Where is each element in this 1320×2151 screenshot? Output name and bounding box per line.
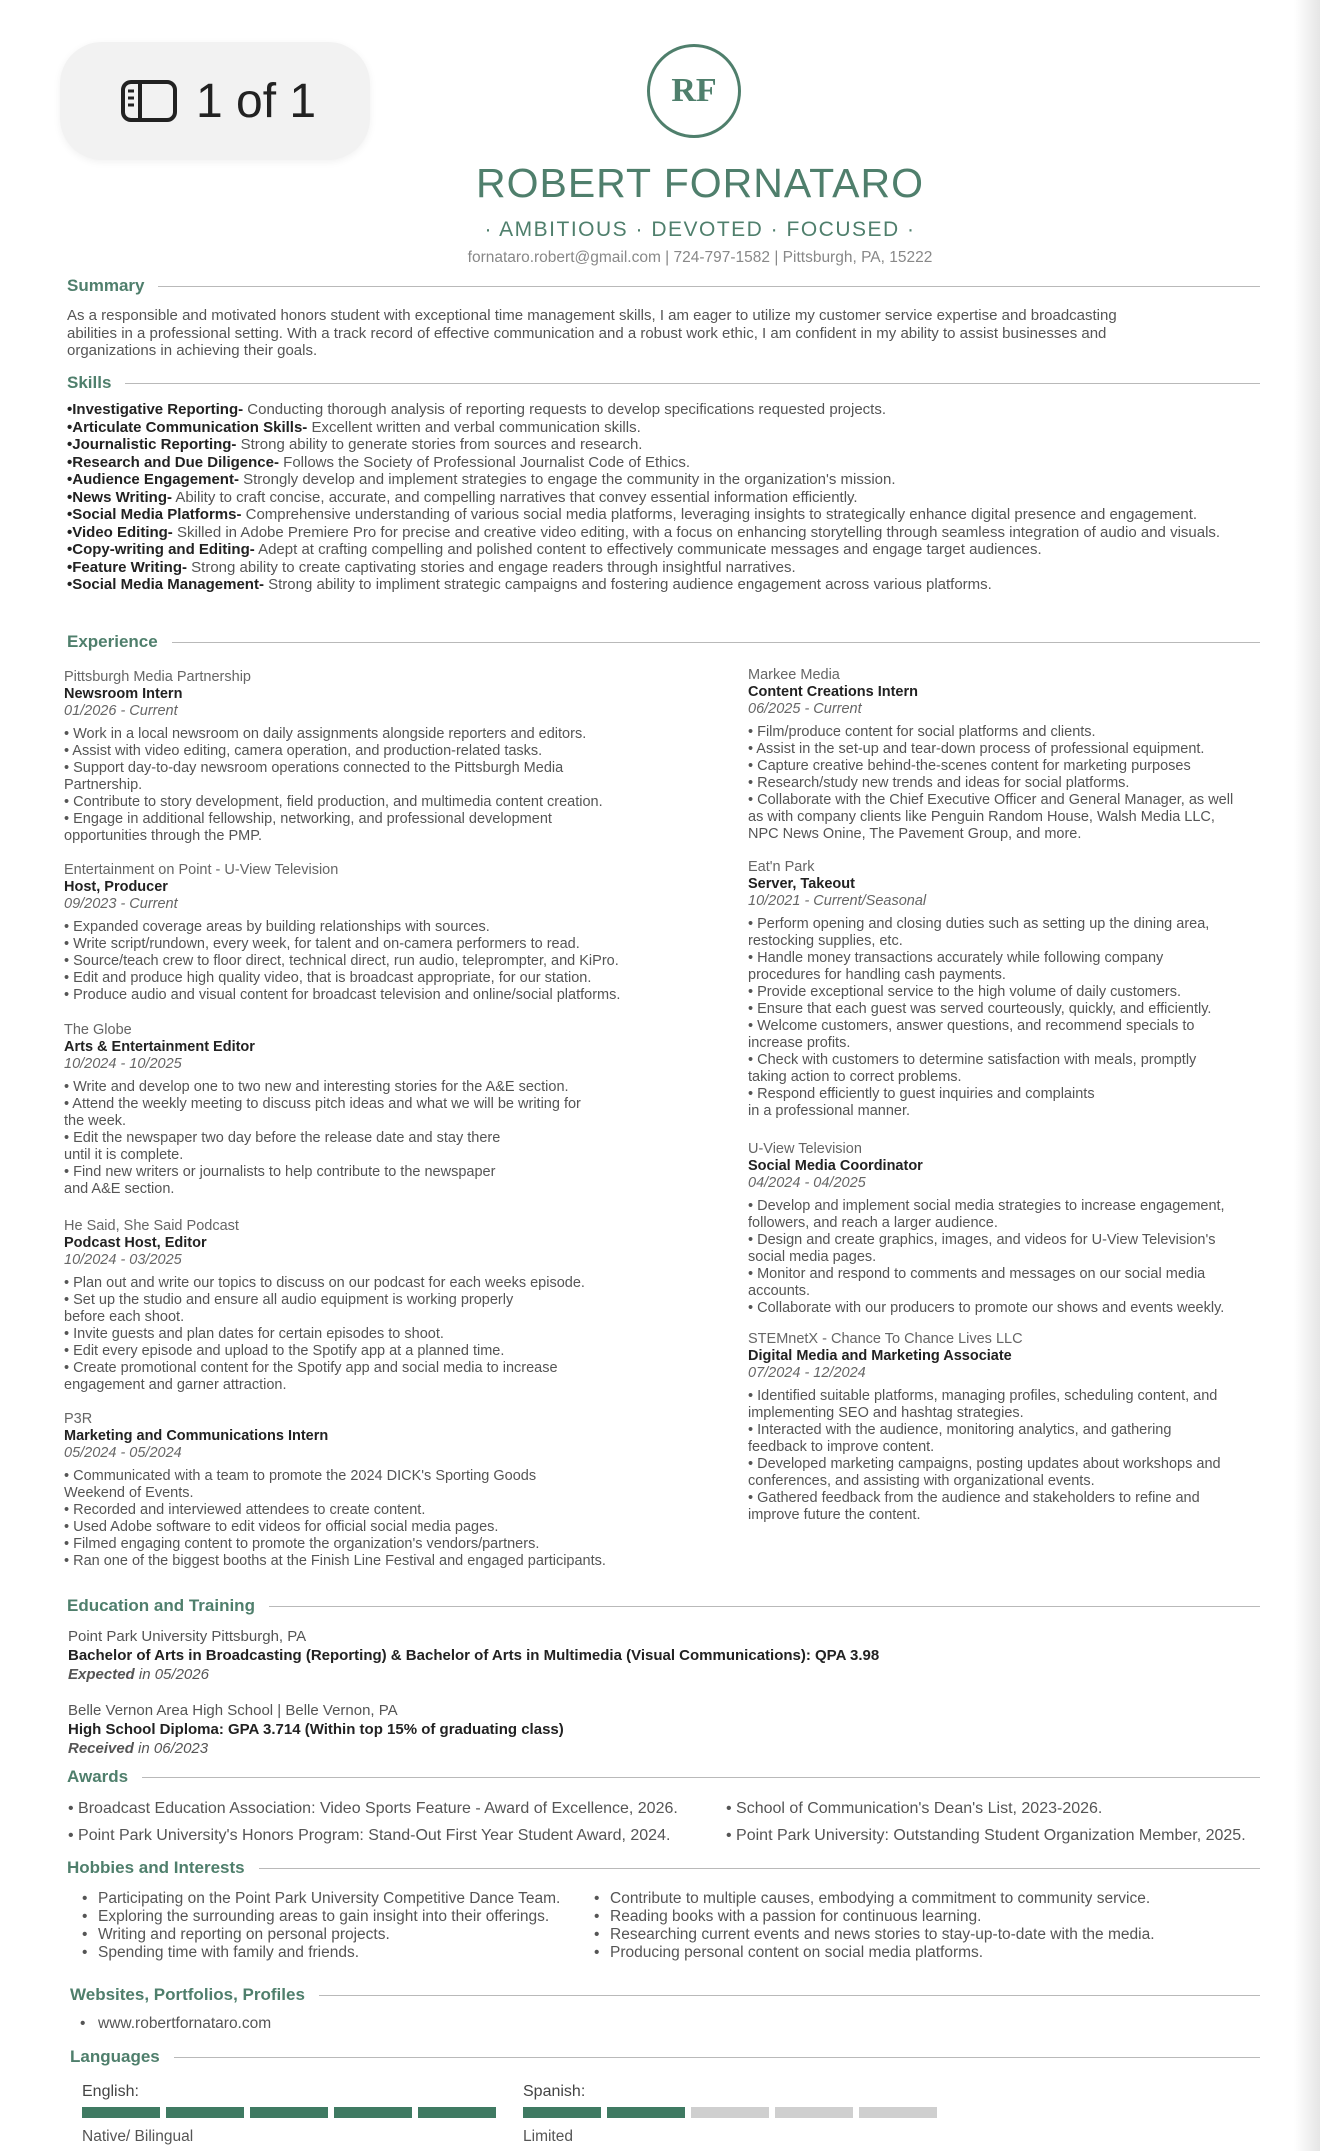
job-bullet: • Collaborate with our producers to promote our shows and events weekly.: [748, 1300, 1225, 1316]
job-bullet: • Ensure that each guest was served courteously, quickly, and efficiently.: [748, 1001, 1212, 1017]
award-item: • Point Park University's Honors Program: Stand-Out First Year Student Award, 2024.: [68, 1827, 671, 1844]
job-bullet: • Design and create graphics, images, and videos for U-View Television's: [748, 1232, 1216, 1248]
job-bullet: NPC News Onine, The Pavement Group, and more.: [748, 826, 1082, 842]
organization: He Said, She Said Podcast: [64, 1218, 239, 1234]
job-bullet: • Gathered feedback from the audience and stakeholders to refine and: [748, 1490, 1200, 1506]
job-bullet: • Find new writers or journalists to help contribute to the newspaper: [64, 1164, 496, 1180]
job-bullet: until it is complete.: [64, 1147, 184, 1163]
organization: The Globe: [64, 1022, 132, 1038]
experience-entry: [748, 1331, 1288, 1524]
job-bullet: • Collaborate with the Chief Executive Officer and General Manager, as well: [748, 792, 1234, 808]
job-bullet: • Attend the weekly meeting to discuss pitch ideas and what we will be writing for: [64, 1096, 581, 1112]
language-english: [82, 2083, 496, 2146]
proficiency-segment: [691, 2107, 769, 2118]
job-title: Content Creations Intern: [748, 684, 918, 700]
job-bullet: engagement and garner attraction.: [64, 1377, 287, 1393]
job-bullet: • Contribute to story development, field production, and multimedia content creation.: [64, 794, 603, 810]
education-item: [68, 1627, 1168, 1684]
job-bullet: • Handle money transactions accurately while following company: [748, 950, 1164, 966]
skill-item: •Video Editing- Skilled in Adobe Premiere Pro for precise and creative video editing, with a focus on enhancing storytelling through seamless integration of audio and visuals.: [67, 523, 1221, 541]
job-bullet: • Write script/rundown, every week, for talent and on-camera performers to read.: [64, 936, 580, 952]
job-bullet: • Perform opening and closing duties such as setting up the dining area,: [748, 916, 1210, 932]
proficiency-segment: [418, 2107, 496, 2118]
job-bullet: • Assist with video editing, camera operation, and production-related tasks.: [64, 743, 543, 759]
hobby-item: • Spending time with family and friends.: [68, 1944, 560, 1962]
job-dates: 01/2026 - Current: [64, 703, 178, 719]
job-bullet: • Work in a local newsroom on daily assignments alongside reporters and editors.: [64, 726, 587, 742]
monogram-logo: RF: [647, 44, 741, 138]
tagline: · AMBITIOUS · DEVOTED · FOCUSED ·: [484, 218, 916, 241]
hobby-item: • Reading books with a passion for continuous learning.: [580, 1908, 1155, 1926]
job-bullet: • Filmed engaging content to promote the organization's vendors/partners.: [64, 1536, 540, 1552]
job-bullet: feedback to improve content.: [748, 1439, 935, 1455]
job-bullet: • Check with customers to determine satisfaction with meals, promptly: [748, 1052, 1197, 1068]
hobby-item: • Participating on the Point Park University Competitive Dance Team.: [68, 1890, 560, 1908]
job-bullet: • Assist in the set-up and tear-down process of professional equipment.: [748, 741, 1205, 757]
websites-heading: Websites, Portfolios, Profiles: [70, 1985, 1260, 2005]
hobby-item: • Exploring the surrounding areas to gain insight into their offerings.: [68, 1908, 560, 1926]
skill-item: •News Writing- Ability to craft concise, accurate, and compelling narratives that convey essential information efficiently.: [67, 488, 858, 506]
organization: P3R: [64, 1411, 93, 1427]
job-bullet: • Monitor and respond to comments and messages on our social media: [748, 1266, 1206, 1282]
award-item: • Broadcast Education Association: Video Sports Feature - Award of Excellence, 2026.: [68, 1800, 678, 1817]
page-count: 1 of 1: [196, 74, 317, 128]
job-bullet: taking action to correct problems.: [748, 1069, 962, 1085]
job-dates: 07/2024 - 12/2024: [748, 1365, 866, 1381]
job-bullet: • Welcome customers, answer questions, and recommend specials to: [748, 1018, 1195, 1034]
proficiency-segment: [607, 2107, 685, 2118]
job-bullet: Partnership.: [64, 777, 143, 793]
degree: Bachelor of Arts in Broadcasting (Reporting) & Bachelor of Arts in Multimedia (Visual Communications): QPA 3.98: [68, 1647, 880, 1664]
job-bullet: Weekend of Events.: [64, 1485, 194, 1501]
job-bullet: improve future the content.: [748, 1507, 921, 1523]
proficiency-segment: [250, 2107, 328, 2118]
job-bullet: followers, and reach a larger audience.: [748, 1215, 998, 1231]
proficiency-segment: [82, 2107, 160, 2118]
proficiency-bar: [523, 2107, 937, 2118]
job-title: Podcast Host, Editor: [64, 1235, 207, 1251]
job-dates: 10/2021 - Current/Seasonal: [748, 893, 927, 909]
websites-list: [70, 2015, 271, 2033]
proficiency-segment: [775, 2107, 853, 2118]
job-dates: 05/2024 - 05/2024: [64, 1445, 182, 1461]
job-bullet: • Recorded and interviewed attendees to create content.: [64, 1502, 426, 1518]
languages-heading: Languages: [70, 2047, 1260, 2067]
hobby-item: • Producing personal content on social media platforms.: [580, 1944, 1155, 1962]
job-bullet: implementing SEO and hashtag strategies.: [748, 1405, 1024, 1421]
hobby-item: • Writing and reporting on personal projects.: [68, 1926, 560, 1944]
summary-heading: Summary: [67, 276, 1260, 296]
job-title: Server, Takeout: [748, 876, 855, 892]
job-bullet: • Used Adobe software to edit videos for official social media pages.: [64, 1519, 499, 1535]
job-bullet: in a professional manner.: [748, 1103, 911, 1119]
school-name: Belle Vernon Area High School | Belle Vernon, PA: [68, 1702, 398, 1719]
job-dates: 10/2024 - 03/2025: [64, 1252, 182, 1268]
job-bullet: • Interacted with the audience, monitoring analytics, and gathering: [748, 1422, 1172, 1438]
job-bullet: • Research/study new trends and ideas for social platforms.: [748, 775, 1130, 791]
job-bullet: • Edit every episode and upload to the Spotify app at a planned time.: [64, 1343, 505, 1359]
language-level: Limited: [523, 2128, 573, 2145]
job-bullet: • Set up the studio and ensure all audio equipment is working properly: [64, 1292, 514, 1308]
skill-item: •Copy-writing and Editing- Adept at crafting compelling and polished content to effectively communicate messages and engage target audiences.: [67, 541, 1042, 558]
language-name: English:: [82, 2083, 139, 2100]
hobby-item: • Contribute to multiple causes, embodying a commitment to community service.: [580, 1890, 1155, 1908]
language-spanish: [523, 2083, 937, 2146]
skill-item: •Journalistic Reporting- Strong ability to generate stories from sources and research.: [67, 436, 643, 453]
proficiency-segment: [859, 2107, 937, 2118]
job-bullet: • Create promotional content for the Spotify app and social media to increase: [64, 1360, 558, 1376]
job-dates: 06/2025 - Current: [748, 701, 862, 717]
job-bullet: • Edit and produce high quality video, that is broadcast appropriate, for our station.: [64, 970, 592, 986]
job-title: Social Media Coordinator: [748, 1158, 923, 1174]
experience-entry: [748, 859, 1288, 1120]
job-title: Newsroom Intern: [64, 686, 183, 702]
experience-entry: [64, 1218, 704, 1394]
proficiency-segment: [334, 2107, 412, 2118]
job-bullet: accounts.: [748, 1283, 811, 1299]
experience-entry: [64, 862, 704, 1004]
job-title: Marketing and Communications Intern: [64, 1428, 329, 1444]
skill-item: •Audience Engagement- Strongly develop and implement strategies to engage the community in the organization's mission.: [67, 471, 896, 488]
skill-item: •Research and Due Diligence- Follows the Society of Professional Journalist Code of Ethics.: [67, 453, 691, 471]
job-bullet: • Source/teach crew to floor direct, technical direct, run audio, teleprompter, and KiPro.: [64, 953, 619, 969]
job-dates: 09/2023 - Current: [64, 896, 178, 912]
job-bullet: • Engage in additional fellowship, networking, and professional development: [64, 811, 552, 827]
job-title: Arts & Entertainment Editor: [64, 1039, 255, 1055]
job-bullet: • Communicated with a team to promote the 2024 DICK's Sporting Goods: [64, 1468, 537, 1484]
job-bullet: before each shoot.: [64, 1309, 185, 1325]
job-bullet: • Developed marketing campaigns, posting updates about workshops and: [748, 1456, 1221, 1472]
award-item: • Point Park University: Outstanding Student Organization Member, 2025.: [726, 1827, 1246, 1844]
hobbies-left-list: [68, 1890, 560, 1962]
skills-heading: Skills: [67, 373, 1260, 393]
job-bullet: • Identified suitable platforms, managing profiles, scheduling content, and: [748, 1388, 1218, 1404]
job-bullet: the week.: [64, 1113, 127, 1129]
skill-item: •Articulate Communication Skills- Excellent written and verbal communication skills.: [67, 418, 641, 436]
job-bullet: • Invite guests and plan dates for certain episodes to shoot.: [64, 1326, 444, 1342]
job-bullet: • Produce audio and visual content for broadcast television and online/social platforms.: [64, 987, 621, 1003]
experience-entry: [748, 1141, 1288, 1317]
summary-text: As a responsible and motivated honors student with exceptional time management skills, I am eager to utilize my customer service expertise and broadcasting abilities in a professional setting. With a track record of effective communication and a robust work ethic, I am confident in my ability to assist businesses and organizations in achieving their goals.: [67, 307, 1117, 359]
job-title: Digital Media and Marketing Associate: [748, 1348, 1012, 1364]
proficiency-segment: [166, 2107, 244, 2118]
skill-item: •Feature Writing- Strong ability to create captivating stories and engage readers through insightful narratives.: [67, 558, 796, 576]
organization: Eat'n Park: [748, 859, 815, 875]
job-bullet: • Plan out and write our topics to discuss on our podcast for each weeks episode.: [64, 1275, 585, 1291]
candidate-name: ROBERT FORNATARO: [475, 160, 925, 206]
job-dates: 04/2024 - 04/2025: [748, 1175, 866, 1191]
contact-info: fornataro.robert@gmail.com | 724-797-1582 | Pittsburgh, PA, 15222: [467, 249, 933, 266]
skill-item: •Investigative Reporting- Conducting thorough analysis of reporting requests to develop specifications requested projects.: [67, 401, 887, 418]
hobbies-heading: Hobbies and Interests: [67, 1858, 1260, 1878]
job-bullet: social media pages.: [748, 1249, 877, 1265]
award-item: • School of Communication's Dean's List, 2023-2026.: [726, 1800, 1103, 1817]
job-bullet: • Provide exceptional service to the high volume of daily customers.: [748, 984, 1182, 1000]
job-dates: 10/2024 - 10/2025: [64, 1056, 182, 1072]
job-bullet: • Expanded coverage areas by building relationships with sources.: [64, 919, 490, 935]
page-indicator[interactable]: [60, 42, 370, 160]
organization: Markee Media: [748, 667, 840, 683]
school-name: Point Park University Pittsburgh, PA: [68, 1628, 307, 1645]
website-link[interactable]: • www.robertfornataro.com: [70, 2015, 271, 2033]
language-level: Native/ Bilingual: [82, 2128, 194, 2145]
job-bullet: as with company clients like Penguin Random House, Walsh Media LLC,: [748, 809, 1215, 825]
organization: Entertainment on Point - U-View Television: [64, 862, 339, 878]
awards-heading: Awards: [67, 1767, 1260, 1787]
experience-entry: [64, 1022, 704, 1198]
proficiency-segment: [523, 2107, 601, 2118]
job-bullet: • Edit the newspaper two day before the release date and stay there: [64, 1130, 501, 1146]
sidebar-toggle-icon[interactable]: [120, 79, 178, 123]
proficiency-bar: [82, 2107, 496, 2118]
job-bullet: and A&E section.: [64, 1181, 175, 1197]
page-edge-shadow: [1294, 0, 1320, 2151]
job-bullet: • Capture creative behind-the-scenes content for marketing purposes: [748, 758, 1191, 774]
job-bullet: • Ran one of the biggest booths at the Finish Line Festival and engaged participants.: [64, 1553, 606, 1569]
job-bullet: restocking supplies, etc.: [748, 933, 903, 949]
job-bullet: conferences, and assisting with organizational events.: [748, 1473, 1095, 1489]
job-title: Host, Producer: [64, 879, 168, 895]
experience-heading: Experience: [67, 632, 1260, 652]
hobbies-right-list: [580, 1890, 1155, 1962]
education-status: Expected in 05/2026: [68, 1666, 209, 1683]
education-item: [68, 1701, 1168, 1758]
job-bullet: • Develop and implement social media strategies to increase engagement,: [748, 1198, 1225, 1214]
job-bullet: increase profits.: [748, 1035, 851, 1051]
education-heading: Education and Training: [67, 1596, 1260, 1616]
organization: U-View Television: [748, 1141, 862, 1157]
education-status: Received in 06/2023: [68, 1740, 209, 1757]
experience-entry: [748, 667, 1288, 843]
organization: STEMnetX - Chance To Chance Lives LLC: [748, 1331, 1023, 1347]
job-bullet: procedures for handling cash payments.: [748, 967, 1006, 983]
job-bullet: • Respond efficiently to guest inquiries and complaints: [748, 1086, 1095, 1102]
awards-list: [68, 1800, 1288, 1854]
hobby-item: • Researching current events and news stories to stay-up-to-date with the media.: [580, 1926, 1155, 1944]
job-bullet: • Write and develop one to two new and interesting stories for the A&E section.: [64, 1079, 569, 1095]
job-bullet: opportunities through the PMP.: [64, 828, 263, 844]
language-name: Spanish:: [523, 2083, 586, 2100]
job-bullet: • Support day-to-day newsroom operations connected to the Pittsburgh Media: [64, 760, 564, 776]
skill-item: •Social Media Management- Strong ability to impliment strategic campaigns and fostering audience engagement across various platforms.: [67, 576, 992, 593]
job-bullet: • Film/produce content for social platforms and clients.: [748, 724, 1096, 740]
experience-entry: [64, 1411, 704, 1570]
degree: High School Diploma: GPA 3.714 (Within top 15% of graduating class): [68, 1721, 564, 1738]
experience-entry: [64, 669, 704, 845]
skill-item: •Social Media Platforms- Comprehensive understanding of various social media platforms, leveraging insights to strategically enhance digital presence and engagement.: [67, 506, 1198, 523]
organization: Pittsburgh Media Partnership: [64, 669, 251, 685]
skills-list: [67, 401, 1267, 594]
